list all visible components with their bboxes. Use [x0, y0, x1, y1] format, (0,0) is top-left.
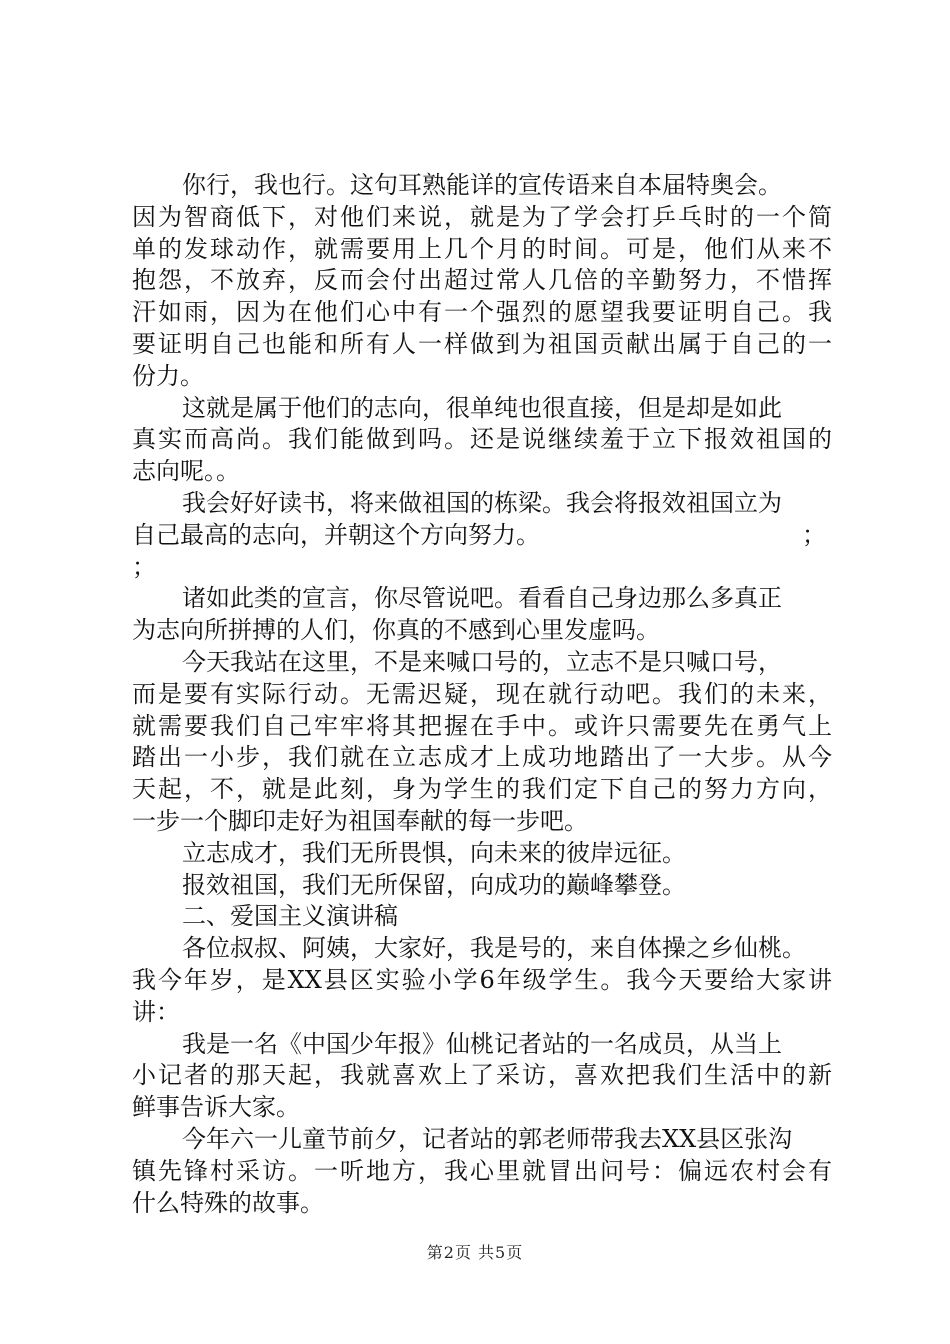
trailing-semicolon: ；	[802, 520, 826, 549]
paragraph-line: 一步一个脚印走好为祖国奉献的每一步吧。	[132, 806, 588, 835]
paragraph-line: 什么特殊的故事。	[132, 1188, 324, 1217]
paragraph-line: 志向呢。。	[132, 457, 240, 486]
paragraph-line: 汗如雨，因为在他们心中有一个强烈的愿望我要证明自己。我	[132, 298, 832, 327]
paragraph-line: 单的发球动作，就需要用上几个月的时间。可是，他们从来不	[132, 234, 832, 263]
paragraph-line: 踏出一小步，我们就在立志成才上成功地踏出了一大步。从今	[132, 743, 832, 772]
paragraph-line: 为志向所拼搏的人们，你真的不感到心里发虚吗。	[132, 616, 660, 645]
paragraph-line: 讲：	[132, 997, 180, 1026]
paragraph-line: 要证明自己也能和所有人一样做到为祖国贡献出属于自己的一	[132, 329, 832, 358]
paragraph-line: 天起，不，就是此刻，身为学生的我们定下自己的努力方向，	[132, 775, 832, 804]
paragraph-line: 我今年岁，是XX县区实验小学6年级学生。我今天要给大家讲	[132, 965, 832, 994]
paragraph-line: 我会好好读书，将来做祖国的栋梁。我会将报效祖国立为	[182, 488, 782, 517]
paragraph-line: 就需要我们自己牢牢将其把握在手中。或许只需要先在勇气上	[132, 711, 832, 740]
paragraph-line: ；	[132, 552, 156, 581]
paragraph-line: 诸如此类的宣言，你尽管说吧。看看自己身边那么多真正	[182, 584, 782, 613]
paragraph-line: 你行，我也行。这句耳熟能详的宣传语来自本届特奥会。	[182, 171, 782, 199]
document-body	[132, 170, 832, 1219]
paragraph-line: 因为智商低下，对他们来说，就是为了学会打乒乓时的一个简	[132, 202, 832, 231]
paragraph-line: 小记者的那天起，我就喜欢上了采访，喜欢把我们生活中的新	[132, 1061, 832, 1090]
paragraph-line: 报效祖国，我们无所保留，向成功的巅峰攀登。	[182, 870, 686, 899]
paragraph-line: 各位叔叔、阿姨，大家好，我是号的，来自体操之乡仙桃。	[182, 934, 806, 963]
paragraph-line: 真实而高尚。我们能做到吗。还是说继续羞于立下报效祖国的	[132, 425, 832, 454]
paragraph-line: 镇先锋村采访。一听地方，我心里就冒出问号：偏远农村会有	[132, 1156, 832, 1185]
paragraph-line: 我是一名《中国少年报》仙桃记者站的一名成员，从当上	[182, 1029, 782, 1058]
paragraph-line-text: 自己最高的志向，并朝这个方向努力。	[132, 520, 540, 549]
paragraph-line: 今年六一儿童节前夕，记者站的郭老师带我去XX县区张沟	[182, 1124, 793, 1153]
paragraph-line: 抱怨，不放弃，反而会付出超过常人几倍的辛勤努力，不惜挥	[132, 266, 832, 295]
section-heading: 二、爱国主义演讲稿	[182, 902, 398, 931]
paragraph-line: 立志成才，我们无所畏惧，向未来的彼岸远征。	[182, 838, 686, 867]
page-number-footer: 第2页 共5页	[426, 1243, 524, 1262]
paragraph-line: 这就是属于他们的志向，很单纯也很直接，但是却是如此	[182, 393, 782, 422]
paragraph-line: 今天我站在这里，不是来喊口号的，立志不是只喊口号，	[182, 647, 782, 676]
paragraph-line: 份力。	[132, 361, 204, 390]
paragraph-line: 而是要有实际行动。无需迟疑，现在就行动吧。我们的未来，	[132, 679, 832, 708]
paragraph-line	[132, 520, 832, 552]
paragraph-line: 鲜事告诉大家。	[132, 1093, 300, 1122]
